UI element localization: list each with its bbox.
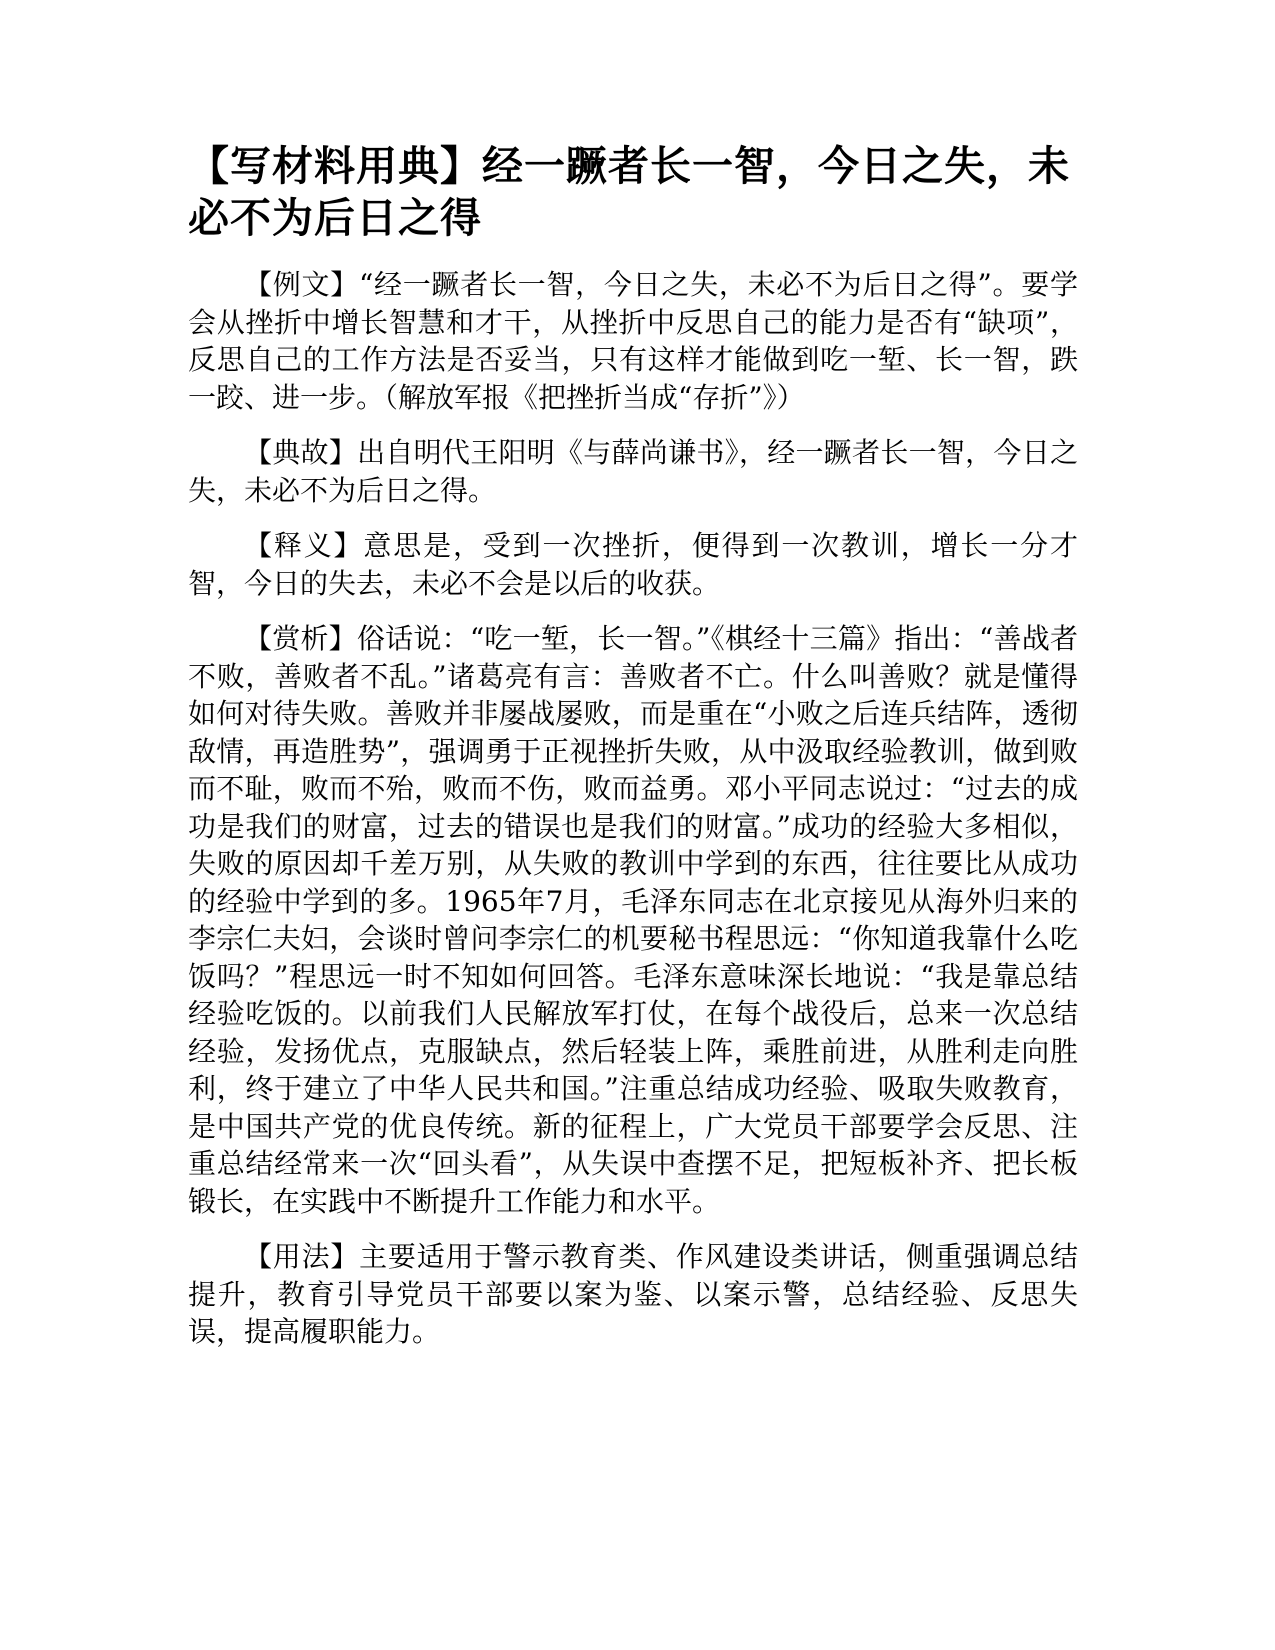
paragraph-usage: 【用法】主要适用于警示教育类、作风建设类讲话，侧重强调总结提升，教育引导党员干部要以案为鉴、以案示警，总结经验、反思失误，提高履职能力。 — [188, 1240, 1078, 1348]
paragraph-example: 【例文】“经一蹶者长一智，今日之失，未必不为后日之得”。要学会从挫折中增长智慧和才干，从挫折中反思自己的能力是否有“缺项”，反思自己的工作方法是否妥当，只有这样才能做到吃一堑、长一智，跌一跤、进一步。（解放军报《把挫折当成“存折”》） — [188, 268, 1078, 414]
paragraph-appreciation: 【赏析】俗话说：“吃一堑，长一智。”《棋经十三篇》指出：“善战者不败，善败者不乱。”诸葛亮有言：善败者不亡。什么叫善败？就是懂得如何对待失败。善败并非屡战屡败，而是重在“小败之后连兵结阵，透彻敌情，再造胜势”，强调勇于正视挫折失败，从中汲取经验教训，做到败而不耻，败而不殆，败而不伤，败而益勇。邓小平同志说过：“过去的成功是我们的财富，过去的错误也是我们的财富。”成功的经验大多相似，失败的原因却千差万别，从失败的教训中学到的东西，往往要比从成功的经验中学到的多。1965年7月，毛泽东同志在北京接见从海外归来的李宗仁夫妇，会谈时曾问李宗仁的机要秘书程思远：“你知道我靠什么吃饭吗？”程思远一时不知如何回答。毛泽东意味深长地说：“我是靠总结经验吃饭的。以前我们人民解放军打仗，在每个战役后，总来一次总结经验，发扬优点，克服缺点，然后轻装上阵，乘胜前进，从胜利走向胜利，终于建立了中华人民共和国。”注重总结成功经验、吸取失败教育，是中国共产党的优良传统。新的征程上，广大党员干部要学会反思、注重总结经常来一次“回头看”，从失误中查摆不足，把短板补齐、把长板锻长，在实践中不断提升工作能力和水平。 — [188, 622, 1078, 1218]
paragraph-meaning: 【释义】意思是，受到一次挫折，便得到一次教训，增长一分才智，今日的失去，未必不会是以后的收获。 — [188, 529, 1078, 600]
paragraph-allusion: 【典故】出自明代王阳明《与薛尚谦书》，经一蹶者长一智，今日之失，未必不为后日之得。 — [188, 436, 1078, 507]
document-page — [188, 140, 1078, 1369]
document-title: 【写材料用典】经一蹶者长一智，今日之失，未必不为后日之得 — [188, 142, 1070, 242]
